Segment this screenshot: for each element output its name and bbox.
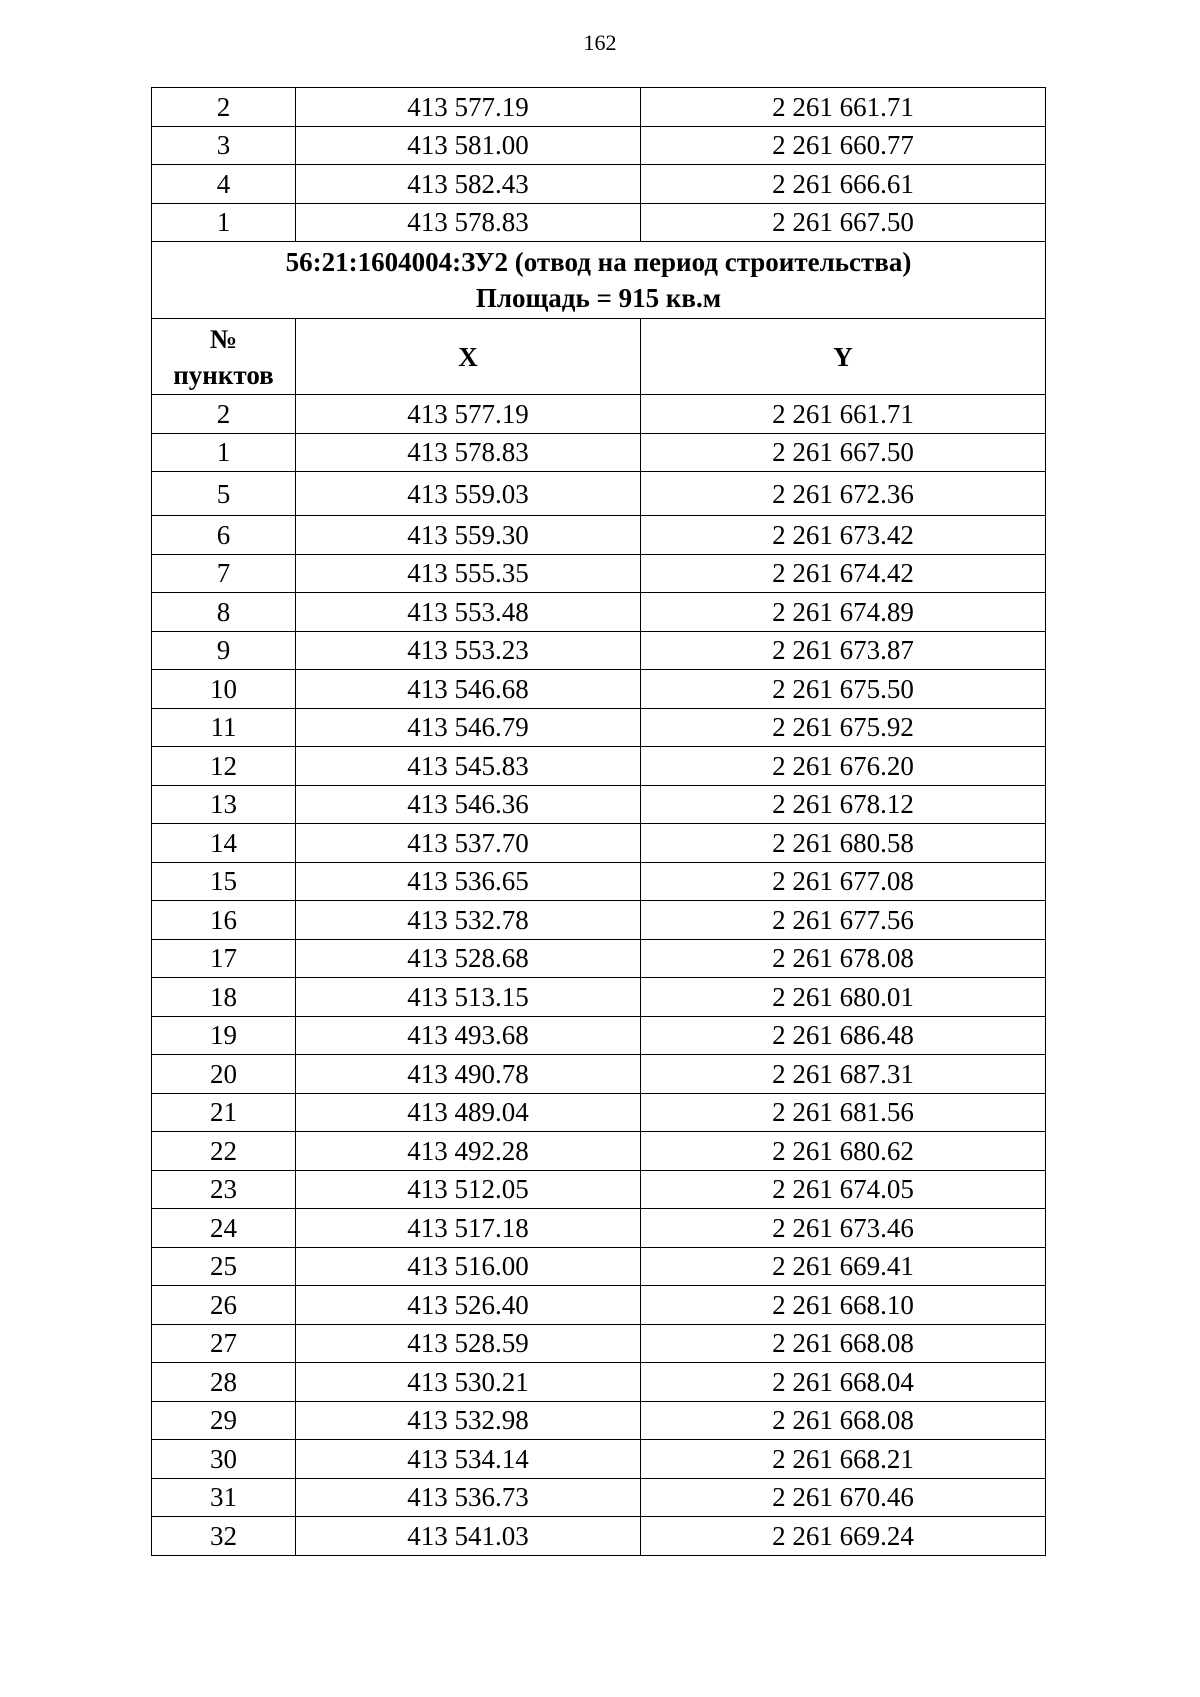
column-header-n-line2: пунктов: [173, 359, 274, 390]
y-coordinate-cell: 2 261 680.62: [641, 1132, 1046, 1171]
point-number-cell: 12: [152, 747, 296, 786]
y-coordinate-cell: 2 261 668.08: [641, 1324, 1046, 1363]
coordinates-table: [151, 87, 1046, 1556]
section-title: 56:21:1604004:ЗУ2 (отвод на период строительства): [285, 247, 912, 277]
y-coordinate-cell: 2 261 674.05: [641, 1170, 1046, 1209]
point-number-cell: 17: [152, 939, 296, 978]
x-coordinate-cell: 413 546.79: [296, 708, 641, 747]
table-row: [152, 472, 1046, 516]
table-row: [152, 516, 1046, 555]
point-number-cell: 26: [152, 1286, 296, 1325]
table-row: [152, 824, 1046, 863]
section-area: Площадь = 915 кв.м: [475, 283, 722, 313]
top-rows-body: [152, 88, 1046, 242]
x-coordinate-cell: 413 577.19: [296, 395, 641, 434]
y-coordinate-cell: 2 261 680.58: [641, 824, 1046, 863]
x-coordinate-cell: 413 559.03: [296, 472, 641, 516]
y-coordinate-cell: 2 261 668.10: [641, 1286, 1046, 1325]
point-number-cell: 2: [152, 88, 296, 127]
section-header-body: [152, 242, 1046, 395]
table-row: [152, 1209, 1046, 1248]
x-coordinate-cell: 413 512.05: [296, 1170, 641, 1209]
point-number-cell: 2: [152, 395, 296, 434]
x-coordinate-cell: 413 578.83: [296, 433, 641, 472]
x-coordinate-cell: 413 553.48: [296, 593, 641, 632]
y-coordinate-cell: 2 261 678.08: [641, 939, 1046, 978]
table-row: [152, 708, 1046, 747]
y-coordinate-cell: 2 261 680.01: [641, 978, 1046, 1017]
table-row: [152, 978, 1046, 1017]
column-header-n-line1: №: [209, 323, 238, 354]
point-number-cell: 16: [152, 901, 296, 940]
table-row: [152, 203, 1046, 242]
column-header-y: Y: [641, 319, 1046, 395]
x-coordinate-cell: 413 530.21: [296, 1363, 641, 1402]
x-coordinate-cell: 413 553.23: [296, 631, 641, 670]
y-coordinate-cell: 2 261 673.87: [641, 631, 1046, 670]
table-row: [152, 165, 1046, 204]
point-number-cell: 29: [152, 1401, 296, 1440]
point-number-cell: 24: [152, 1209, 296, 1248]
y-coordinate-cell: 2 261 660.77: [641, 126, 1046, 165]
y-coordinate-cell: 2 261 674.89: [641, 593, 1046, 632]
y-coordinate-cell: 2 261 677.56: [641, 901, 1046, 940]
y-coordinate-cell: 2 261 669.41: [641, 1247, 1046, 1286]
point-number-cell: 30: [152, 1440, 296, 1479]
y-coordinate-cell: 2 261 661.71: [641, 395, 1046, 434]
column-header-n: [152, 319, 296, 395]
table-row: [152, 1363, 1046, 1402]
table-row: [152, 1093, 1046, 1132]
y-coordinate-cell: 2 261 667.50: [641, 203, 1046, 242]
y-coordinate-cell: 2 261 677.08: [641, 862, 1046, 901]
x-coordinate-cell: 413 489.04: [296, 1093, 641, 1132]
point-number-cell: 13: [152, 785, 296, 824]
table-row: [152, 631, 1046, 670]
table-row: [152, 1132, 1046, 1171]
table-row: [152, 670, 1046, 709]
point-number-cell: 27: [152, 1324, 296, 1363]
y-coordinate-cell: 2 261 668.08: [641, 1401, 1046, 1440]
table-row: [152, 1170, 1046, 1209]
y-coordinate-cell: 2 261 670.46: [641, 1478, 1046, 1517]
column-header-x: X: [296, 319, 641, 395]
x-coordinate-cell: 413 545.83: [296, 747, 641, 786]
x-coordinate-cell: 413 546.68: [296, 670, 641, 709]
table-row: [152, 862, 1046, 901]
point-number-cell: 20: [152, 1055, 296, 1094]
x-coordinate-cell: 413 546.36: [296, 785, 641, 824]
point-number-cell: 23: [152, 1170, 296, 1209]
x-coordinate-cell: 413 534.14: [296, 1440, 641, 1479]
y-coordinate-cell: 2 261 666.61: [641, 165, 1046, 204]
point-number-cell: 11: [152, 708, 296, 747]
y-coordinate-cell: 2 261 673.42: [641, 516, 1046, 555]
point-number-cell: 28: [152, 1363, 296, 1402]
y-coordinate-cell: 2 261 686.48: [641, 1016, 1046, 1055]
x-coordinate-cell: 413 528.68: [296, 939, 641, 978]
table-row: [152, 1401, 1046, 1440]
table-row: [152, 1016, 1046, 1055]
x-coordinate-cell: 413 517.18: [296, 1209, 641, 1248]
y-coordinate-cell: 2 261 669.24: [641, 1517, 1046, 1556]
table-row: [152, 593, 1046, 632]
x-coordinate-cell: 413 493.68: [296, 1016, 641, 1055]
x-coordinate-cell: 413 526.40: [296, 1286, 641, 1325]
y-coordinate-cell: 2 261 668.04: [641, 1363, 1046, 1402]
point-number-cell: 31: [152, 1478, 296, 1517]
x-coordinate-cell: 413 516.00: [296, 1247, 641, 1286]
x-coordinate-cell: 413 528.59: [296, 1324, 641, 1363]
point-number-cell: 19: [152, 1016, 296, 1055]
table-row: [152, 939, 1046, 978]
table-row: [152, 1440, 1046, 1479]
section-header-row: [152, 242, 1046, 319]
y-coordinate-cell: 2 261 661.71: [641, 88, 1046, 127]
point-number-cell: 7: [152, 554, 296, 593]
y-coordinate-cell: 2 261 668.21: [641, 1440, 1046, 1479]
table-row: [152, 1286, 1046, 1325]
table-row: [152, 433, 1046, 472]
x-coordinate-cell: 413 490.78: [296, 1055, 641, 1094]
x-coordinate-cell: 413 582.43: [296, 165, 641, 204]
point-number-cell: 3: [152, 126, 296, 165]
point-number-cell: 9: [152, 631, 296, 670]
y-coordinate-cell: 2 261 678.12: [641, 785, 1046, 824]
y-coordinate-cell: 2 261 673.46: [641, 1209, 1046, 1248]
point-number-cell: 22: [152, 1132, 296, 1171]
table-row: [152, 747, 1046, 786]
point-number-cell: 1: [152, 433, 296, 472]
table-row: [152, 1055, 1046, 1094]
y-coordinate-cell: 2 261 675.50: [641, 670, 1046, 709]
column-header-row: [152, 319, 1046, 395]
table-row: [152, 554, 1046, 593]
x-coordinate-cell: 413 532.98: [296, 1401, 641, 1440]
table-row: [152, 1478, 1046, 1517]
x-coordinate-cell: 413 581.00: [296, 126, 641, 165]
x-coordinate-cell: 413 536.73: [296, 1478, 641, 1517]
x-coordinate-cell: 413 537.70: [296, 824, 641, 863]
point-number-cell: 1: [152, 203, 296, 242]
y-coordinate-cell: 2 261 675.92: [641, 708, 1046, 747]
point-number-cell: 15: [152, 862, 296, 901]
point-number-cell: 14: [152, 824, 296, 863]
table-row: [152, 901, 1046, 940]
point-number-cell: 4: [152, 165, 296, 204]
table-row: [152, 1517, 1046, 1556]
section-header-cell: [152, 242, 1046, 319]
x-coordinate-cell: 413 513.15: [296, 978, 641, 1017]
y-coordinate-cell: 2 261 687.31: [641, 1055, 1046, 1094]
x-coordinate-cell: 413 541.03: [296, 1517, 641, 1556]
x-coordinate-cell: 413 559.30: [296, 516, 641, 555]
table-row: [152, 126, 1046, 165]
y-coordinate-cell: 2 261 676.20: [641, 747, 1046, 786]
point-number-cell: 32: [152, 1517, 296, 1556]
point-number-cell: 5: [152, 472, 296, 516]
table-row: [152, 1247, 1046, 1286]
x-coordinate-cell: 413 492.28: [296, 1132, 641, 1171]
x-coordinate-cell: 413 536.65: [296, 862, 641, 901]
table-row: [152, 88, 1046, 127]
x-coordinate-cell: 413 578.83: [296, 203, 641, 242]
x-coordinate-cell: 413 532.78: [296, 901, 641, 940]
y-coordinate-cell: 2 261 667.50: [641, 433, 1046, 472]
table-row: [152, 395, 1046, 434]
main-rows-body: [152, 395, 1046, 1556]
point-number-cell: 18: [152, 978, 296, 1017]
point-number-cell: 6: [152, 516, 296, 555]
y-coordinate-cell: 2 261 681.56: [641, 1093, 1046, 1132]
y-coordinate-cell: 2 261 674.42: [641, 554, 1046, 593]
x-coordinate-cell: 413 577.19: [296, 88, 641, 127]
point-number-cell: 10: [152, 670, 296, 709]
point-number-cell: 21: [152, 1093, 296, 1132]
x-coordinate-cell: 413 555.35: [296, 554, 641, 593]
table-row: [152, 785, 1046, 824]
point-number-cell: 25: [152, 1247, 296, 1286]
table-row: [152, 1324, 1046, 1363]
point-number-cell: 8: [152, 593, 296, 632]
page-number: 162: [583, 30, 617, 55]
y-coordinate-cell: 2 261 672.36: [641, 472, 1046, 516]
